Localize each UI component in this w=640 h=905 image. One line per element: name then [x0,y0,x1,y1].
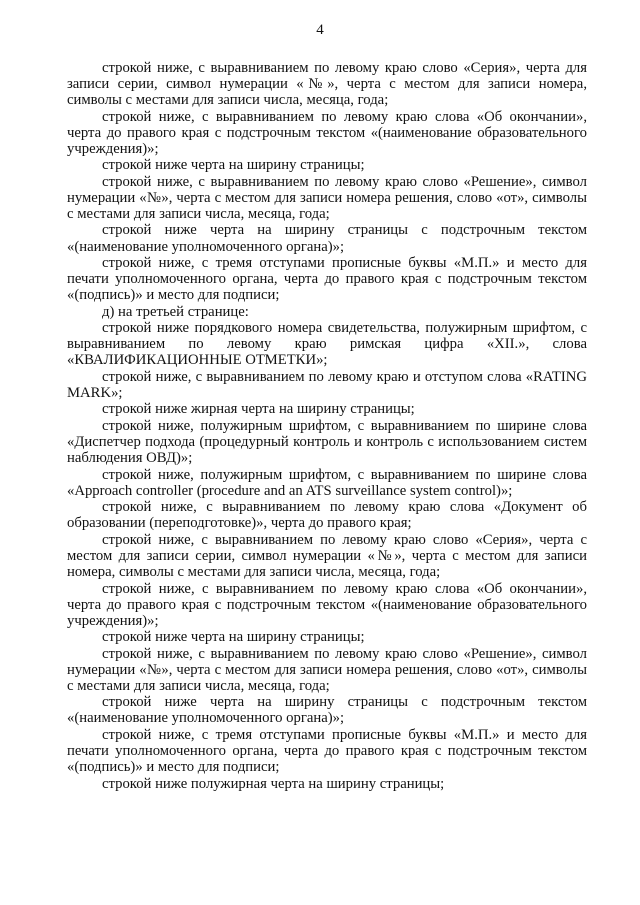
paragraph: строкой ниже полужирная черта на ширину страницы; [102,775,445,792]
paragraph: строкой ниже, с тремя отступами прописные буквы «М.П.» и место для печати уполномоченного органа, черта до правого края с подстрочным текстом «(подпись)» и место для подписи; [67,726,587,776]
paragraph: строкой ниже, с выравниванием по левому краю и отступом слова «RATING MARK»; [67,368,587,401]
paragraph: строкой ниже черта на ширину страницы; [102,629,365,646]
paragraph: строкой ниже черта на ширину страницы с подстрочным текстом «(наименование уполномоченного органа)»; [67,694,587,727]
paragraph: строкой ниже, с выравниванием по левому краю слова «Документ об образовании (переподготовке)», черта до правого края; [67,499,587,532]
paragraph: строкой ниже, с выравниванием по левому краю слова «Об окончании», черта до правого края с подстрочным текстом «(наименование образовательного учреждения)»; [67,108,587,157]
paragraph: строкой ниже, с выравниванием по левому краю слово «Решение», символ нумерации «№», черта с местом для записи номера решения, слово «от», символы с местами для записи числа, месяца, года; [67,173,587,222]
paragraph: строкой ниже, с выравниванием по левому краю слово «Серия», черта с местом для записи серии, символ нумерации «№», черта с местом для записи номера, символы с местами для записи числа, месяца, года; [67,531,587,580]
paragraph: строкой ниже порядкового номера свидетельства, полужирным шрифтом, с выравниванием по левому краю римская цифра «XII.», слова «КВАЛИФИКАЦИОННЫЕ ОТМЕТКИ»; [67,320,587,369]
section-heading: д) на третьей странице: [102,303,249,320]
paragraph: строкой ниже, с выравниванием по левому краю слова «Об окончании», черта до правого края с подстрочным текстом «(наименование образовательного учреждения)»; [67,580,587,629]
paragraph: строкой ниже, полужирным шрифтом, с выравниванием по ширине слова «Approach controller (procedure and an ATS surveillance system control)»; [67,466,587,499]
paragraph: строкой ниже черта на ширину страницы; [102,157,365,174]
paragraph: строкой ниже, с выравниванием по левому краю слово «Решение», символ нумерации «№», черта с местом для записи номера решения, слово «от», символы с местами для записи числа, месяца, года; [67,645,587,694]
paragraph: строкой ниже, с тремя отступами прописные буквы «М.П.» и место для печати уполномоченного органа, черта до правого края с подстрочным текстом «(подпись)» и место для подписи; [67,255,587,304]
paragraph: строкой ниже черта на ширину страницы с подстрочным текстом «(наименование уполномоченного органа)»; [67,222,587,255]
paragraph: строкой ниже, полужирным шрифтом, с выравниванием по ширине слова «Диспетчер подхода (процедурный контроль и контроль с использованием систем наблюдения ОВД)»; [67,418,587,467]
document-body [67,60,587,792]
paragraph: строкой ниже жирная черта на ширину страницы; [102,401,415,418]
paragraph: строкой ниже, с выравниванием по левому краю слово «Серия», черта для записи серии, символ нумерации «№», черта с местом для записи номера, символы с местами для записи числа, месяца, года; [67,60,587,109]
page-number: 4 [316,22,324,38]
